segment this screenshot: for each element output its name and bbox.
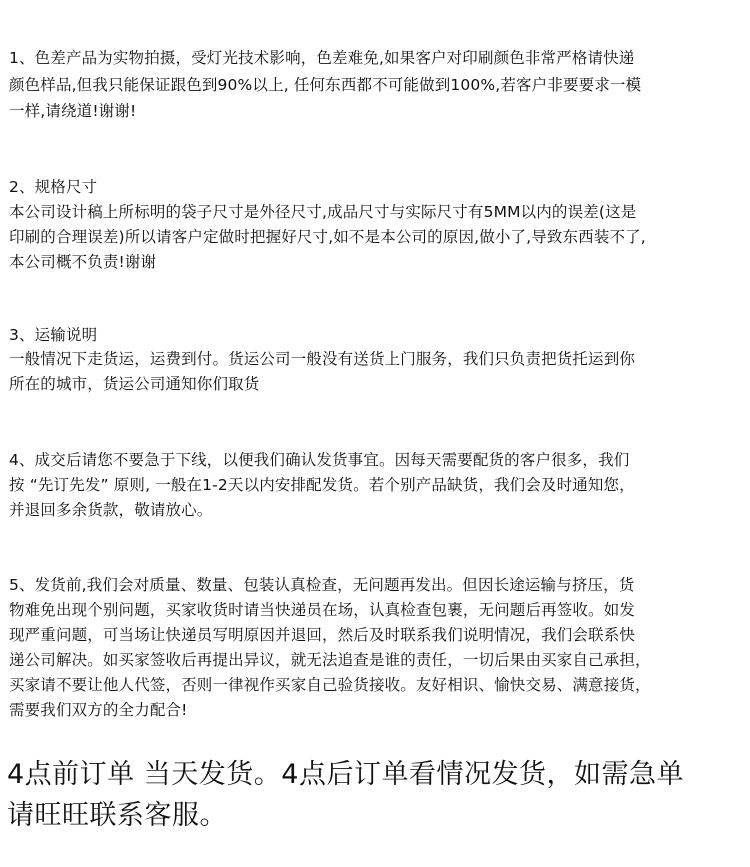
text-line: 一般情况下走货运，运费到付。货运公司一般没有送货上门服务，我们只负责把货托运到你 <box>9 350 636 368</box>
text-line: 一样,请绕道!谢谢! <box>9 102 137 120</box>
text-line: 并退回多余货款，敬请放心。 <box>9 501 213 519</box>
text-line: 印刷的合理误差)所以请客户定做时把握好尺寸,如不是本公司的原因,做小了,导致东西装不了, <box>9 228 646 246</box>
text-line: 本公司概不负责!谢谢 <box>9 253 157 271</box>
text-line: 颜色样品,但我只能保证跟色到90%以上, 任何东西都不可能做到100%,若客户非要要求一模 <box>9 76 642 94</box>
text-line: 按 “先订先发” 原则, 一般在1-2天以内安排配发货。若个别产品缺货，我们会及时通知您， <box>9 476 635 494</box>
text-line: 需要我们双方的全力配合! <box>9 701 188 719</box>
text-line: 本公司设计稿上所标明的袋子尺寸是外径尺寸,成品尺寸与实际尺寸有5MM以内的误差(这是 <box>9 203 637 221</box>
text-line: 现严重问题，可当场让快递员写明原因并退回，然后及时联系我们说明情况，我们会联系快 <box>9 626 636 644</box>
text-line: 物难免出现个别问题，买家收货时请当快递员在场，认真检查包裹，无问题后再签收。如发 <box>9 601 636 619</box>
notice-line: 4点前订单 当天发货。4点后订单看情况发货，如需急单 <box>7 759 684 790</box>
text-line: 买家请不要让他人代签，否则一律视作买家自己验货接收。友好相识、愉快交易、满意接货， <box>9 676 651 694</box>
text-line: 1、色差产品为实物拍摄，受灯光技术影响，色差难免,如果客户对印刷颜色非常严格请快递 <box>9 49 635 67</box>
text-line: 递公司解决。如买家签收后再提出异议，就无法追查是谁的责任，一切后果由买家自己承担， <box>9 651 651 669</box>
section-heading: 2、规格尺寸 <box>9 178 98 196</box>
text-line: 所在的城市，货运公司通知你们取货 <box>9 375 260 393</box>
notice-line: 请旺旺联系客服。 <box>7 800 227 831</box>
text-line: 5、发货前,我们会对质量、数量、包装认真检查，无问题再发出。但因长途运输与挤压，货 <box>9 576 635 594</box>
text-line: 4、成交后请您不要急于下线，以便我们确认发货事宜。因每天需要配货的客户很多，我们 <box>9 451 630 469</box>
section-heading: 3、运输说明 <box>9 326 98 344</box>
